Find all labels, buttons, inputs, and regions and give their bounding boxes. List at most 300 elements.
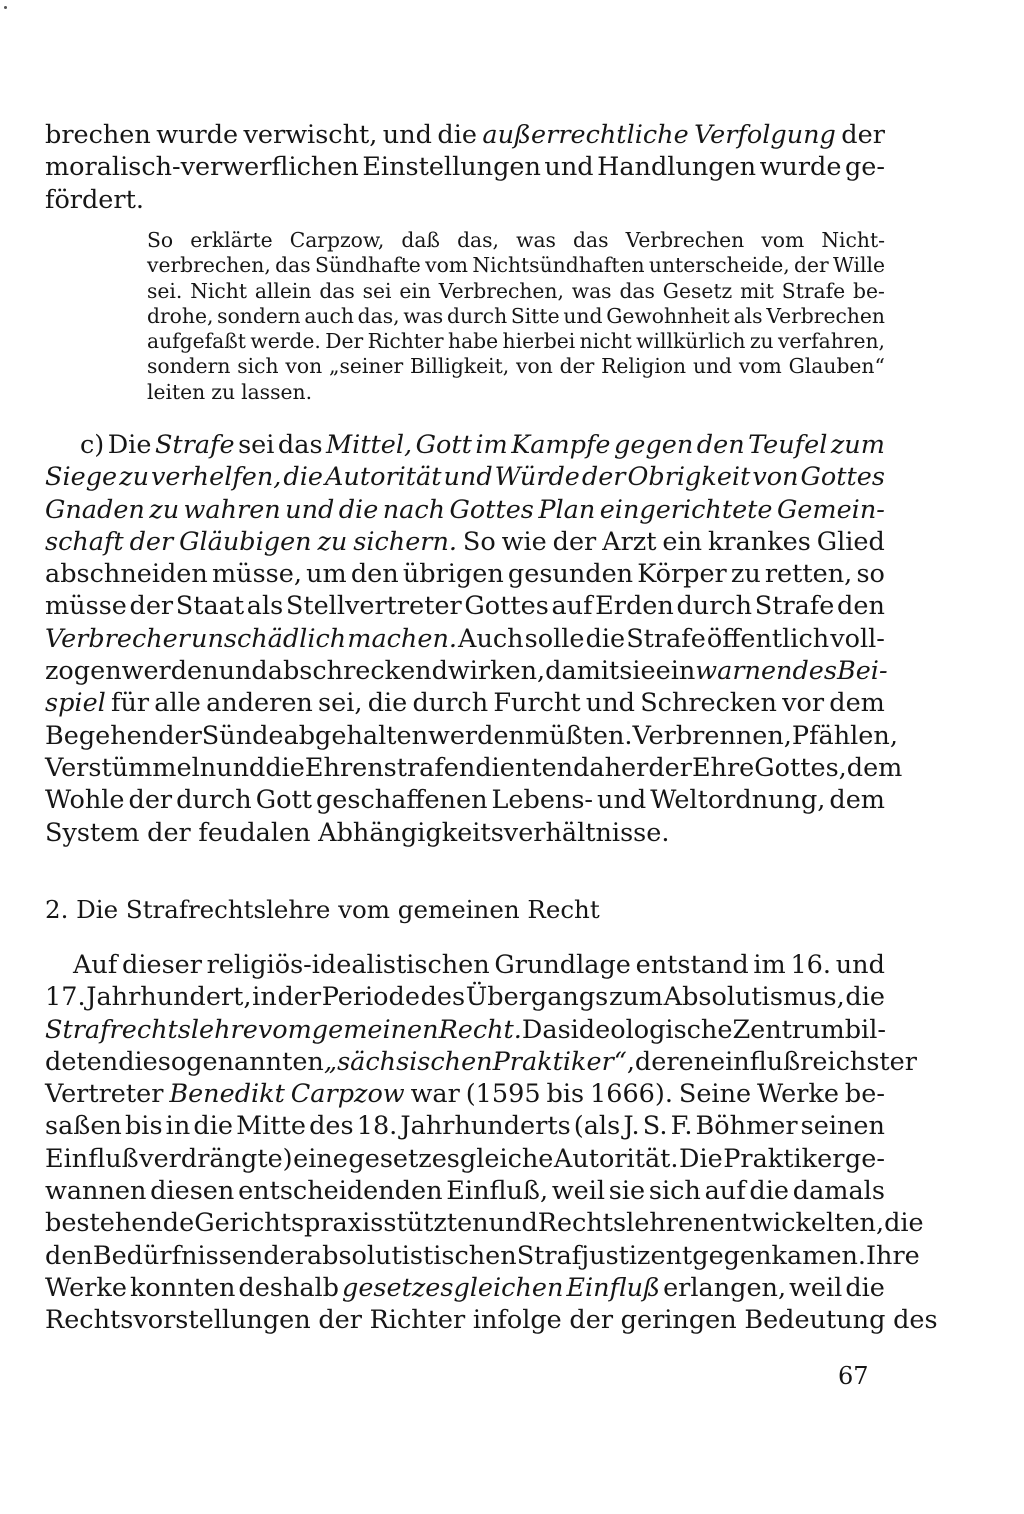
word: Richter: [367, 329, 444, 354]
word: Jahrhundert,: [86, 982, 252, 1013]
word: zu: [317, 526, 348, 557]
text-line: [45, 559, 885, 591]
text-line: [45, 430, 885, 462]
word: Sitte: [510, 303, 560, 328]
word: Gott: [255, 785, 312, 816]
word: Strafe: [781, 278, 846, 303]
word: Strafe: [154, 430, 235, 460]
word: daher: [573, 752, 649, 783]
word: zu: [119, 462, 149, 493]
word: hierbei: [502, 329, 576, 354]
word: öffentlich: [706, 623, 830, 654]
word: als: [733, 303, 763, 328]
word: Strafe: [626, 623, 706, 654]
text-line: [45, 152, 885, 184]
text-line: [45, 752, 903, 785]
word: die: [749, 1176, 789, 1207]
word: Seine: [678, 1079, 752, 1110]
word: der: [552, 526, 597, 557]
word: „seiner: [328, 354, 404, 379]
word: deshalb: [238, 1272, 339, 1303]
text-line: [45, 1111, 885, 1143]
word: gesetzesgleiche: [348, 1143, 554, 1174]
word: wurde: [156, 120, 239, 150]
word: Gottes: [464, 591, 549, 622]
word: des: [309, 1111, 354, 1142]
word: die: [367, 688, 408, 719]
word: „sächsischen: [323, 1046, 493, 1077]
word: Religion: [601, 354, 687, 379]
word: Verbrecher: [45, 623, 190, 654]
scan-speck: [4, 6, 7, 9]
word: warnendes: [695, 656, 837, 687]
word: werde.: [250, 329, 321, 354]
word: Staat: [175, 591, 245, 622]
text-line: [45, 1144, 885, 1176]
word: der: [559, 354, 595, 379]
word: des: [893, 1305, 938, 1336]
word: um: [306, 559, 347, 590]
word: Übergangs: [465, 982, 609, 1013]
text-line: [45, 1079, 885, 1111]
word: Stellvertreter: [285, 591, 462, 622]
word: der: [318, 1305, 362, 1336]
word: deten: [45, 1046, 119, 1077]
text-line: [45, 818, 885, 850]
word: Einfluß: [45, 1143, 139, 1174]
word: Rechtsvorstellungen: [45, 1305, 311, 1336]
word: Bedeutung: [744, 1305, 886, 1336]
word: infolge: [472, 1305, 562, 1336]
word: Gottes,: [754, 752, 847, 783]
word: Auf: [73, 950, 118, 980]
paragraph-continuation: [45, 120, 885, 217]
word: Gottes: [800, 462, 885, 493]
text-line: [45, 1208, 924, 1240]
word: Verfolgung: [694, 120, 836, 150]
word: Bedürfnissen: [92, 1240, 264, 1271]
word: und: [544, 152, 594, 183]
word: Ihre: [865, 1240, 920, 1271]
word: unterscheide,: [648, 253, 790, 278]
word: drohe,: [147, 303, 214, 328]
word: was: [516, 228, 556, 252]
word: entscheidenden: [238, 1176, 443, 1207]
word: (als: [573, 1111, 621, 1142]
word: sie: [608, 1176, 646, 1207]
word: vom: [425, 253, 469, 278]
word: wannen: [45, 1176, 147, 1207]
word: war: [410, 1079, 460, 1110]
word: Einfluß,: [446, 1176, 549, 1207]
word: Werke: [45, 1272, 127, 1303]
word: und: [218, 656, 268, 687]
word: durch: [676, 591, 753, 622]
word: durch: [446, 303, 508, 328]
word: und: [692, 354, 733, 379]
word: Gläubigen: [179, 526, 312, 557]
word: zogen: [45, 656, 122, 687]
word: Ehrenstrafen: [304, 752, 476, 783]
word: Nichtsündhaften: [472, 253, 645, 278]
word: Carpzow: [290, 1079, 405, 1110]
word: Sündhafte: [314, 253, 421, 278]
word: die: [845, 982, 885, 1013]
word: den: [837, 591, 885, 622]
word: dem: [829, 785, 885, 816]
word: in: [252, 982, 277, 1013]
word: der: [129, 591, 174, 622]
word: damals: [792, 1176, 885, 1207]
word: Absolutismus,: [663, 982, 845, 1013]
word: Autorität: [325, 462, 442, 493]
word: Periode: [321, 982, 420, 1013]
word: be-: [844, 1079, 885, 1110]
word: zu: [749, 329, 774, 354]
word: bestehende: [45, 1208, 195, 1239]
word: durch: [176, 785, 252, 816]
word: Gewohnheit: [606, 303, 730, 328]
word: geschaffenen: [315, 785, 488, 816]
word: dieser: [122, 950, 202, 980]
word: retten,: [764, 559, 853, 590]
text-line: [147, 279, 885, 304]
word: lassen.: [241, 379, 313, 404]
word: Mittel,: [326, 430, 413, 460]
word: ein: [655, 656, 696, 687]
word: die: [265, 752, 305, 783]
word: erlangen,: [663, 1272, 787, 1303]
word: Grundlage: [494, 950, 631, 980]
word: außerrechtliche: [482, 120, 689, 150]
word: und: [488, 1208, 538, 1239]
word: von: [285, 354, 323, 379]
word: deren: [634, 1046, 711, 1077]
word: allein: [254, 278, 312, 303]
word: be-: [852, 278, 885, 303]
word: So: [462, 526, 496, 557]
block-quote: [147, 228, 885, 405]
word: wahren: [183, 494, 281, 525]
word: S.: [642, 1111, 668, 1142]
word: Pfählen,: [791, 720, 898, 751]
word: Vertreter: [45, 1079, 164, 1110]
word: verhelfen,: [151, 462, 282, 493]
text-line: [45, 785, 885, 817]
word: die: [118, 1046, 158, 1077]
word: auf: [551, 591, 593, 622]
page-number: 67: [838, 1362, 869, 1390]
word: alle: [154, 688, 201, 719]
word: Weltordnung,: [650, 785, 826, 816]
word: Bei-: [836, 656, 888, 687]
word: des: [420, 982, 466, 1013]
word: Mitte: [236, 1111, 306, 1142]
word: habe: [448, 329, 499, 354]
word: verdrängte): [139, 1143, 293, 1174]
word: müßten.: [524, 720, 633, 751]
word: F.: [670, 1111, 693, 1142]
word: und: [563, 303, 603, 328]
word: sei: [362, 278, 392, 303]
text-line: [147, 380, 885, 405]
text-line: [45, 185, 885, 217]
word: spiel: [45, 688, 106, 719]
word: daß: [401, 228, 440, 252]
word: willkürlich: [636, 329, 746, 354]
word: Der: [325, 329, 364, 354]
word: Nicht-: [821, 228, 885, 252]
word: und: [443, 462, 493, 493]
word: gegen: [614, 430, 694, 460]
word: Kampfe: [511, 430, 611, 460]
word: Carpzow,: [289, 228, 385, 252]
word: müsse: [45, 591, 127, 622]
word: in: [165, 1111, 191, 1142]
word: leiten: [147, 379, 206, 404]
word: Verbrechen,: [438, 278, 564, 303]
word: ge-: [844, 1143, 885, 1174]
word: Schrecken: [640, 688, 777, 719]
word: Auch: [458, 623, 524, 654]
text-line: [45, 1305, 938, 1337]
word: Nicht: [190, 278, 247, 303]
word: moralisch-verwerflichen: [45, 152, 359, 183]
word: der: [129, 526, 174, 557]
word: das: [573, 228, 609, 252]
word: brechen: [45, 120, 151, 150]
word: Gesetz: [662, 278, 733, 303]
word: verbrechen,: [147, 253, 271, 278]
word: zu: [730, 559, 761, 590]
word: die: [585, 623, 626, 654]
word: der: [147, 817, 191, 848]
word: nach: [382, 494, 446, 525]
word: voll-: [830, 623, 885, 654]
word: Richter: [369, 1305, 466, 1336]
word: der: [841, 120, 885, 150]
word: den: [45, 1240, 93, 1271]
text-line: [45, 495, 885, 527]
word: schaft: [45, 526, 124, 557]
word: Glauben“: [788, 354, 885, 379]
word: Böhmer: [695, 1111, 798, 1142]
word: der: [569, 1305, 614, 1336]
word: Furcht: [493, 688, 581, 719]
text-line: [45, 1046, 917, 1079]
word: weil: [789, 1272, 843, 1303]
word: abschneiden: [45, 559, 208, 590]
word: entwickelten,: [709, 1208, 885, 1239]
word: vom: [257, 1014, 312, 1045]
word: gesetzesgleichen: [342, 1272, 564, 1303]
word: gesunden: [507, 559, 634, 590]
word: sich: [648, 1176, 701, 1207]
word: anderen: [206, 688, 313, 719]
word: bil-: [844, 1014, 886, 1045]
word: solle: [524, 623, 585, 654]
text-line: [45, 1176, 885, 1208]
word: und: [382, 120, 432, 150]
word: c): [80, 430, 105, 460]
word: feudalen: [198, 817, 311, 848]
word: machen.: [347, 623, 457, 654]
word: zu: [211, 379, 236, 404]
word: Gerichtspraxis: [194, 1208, 384, 1239]
word: entgegenkamen.: [650, 1240, 866, 1271]
word: Praktiker“,: [492, 1046, 635, 1077]
word: Verbrechen: [766, 303, 885, 328]
word: Verbrennen,: [632, 720, 792, 751]
word: der: [128, 785, 173, 816]
word: Jahrhunderts: [400, 1111, 571, 1142]
word: nicht: [579, 329, 632, 354]
word: Begehen: [45, 720, 159, 751]
word: als: [246, 591, 284, 622]
text-line: [45, 1015, 885, 1047]
text-line: [45, 1240, 920, 1273]
word: Das: [521, 1014, 571, 1045]
word: bis: [124, 1111, 163, 1142]
word: das: [275, 253, 311, 278]
word: (1595: [465, 1079, 541, 1110]
text-line: [45, 982, 885, 1014]
text-line: [45, 1273, 885, 1305]
word: übrigen: [402, 559, 504, 590]
word: damit: [545, 656, 620, 687]
word: Wille: [833, 253, 885, 278]
word: die: [283, 462, 323, 493]
word: absolutistischen: [306, 1240, 517, 1271]
word: der: [277, 982, 322, 1013]
word: 16.: [790, 950, 832, 980]
word: entstand: [635, 950, 749, 980]
word: was: [571, 278, 612, 303]
word: der: [263, 1240, 307, 1271]
word: so: [856, 559, 885, 590]
word: Obrigkeit: [627, 462, 751, 493]
word: wie: [501, 526, 547, 557]
word: Lebens-: [491, 785, 594, 816]
word: Strafe: [754, 591, 835, 622]
word: System: [45, 817, 140, 848]
word: Recht.: [438, 1014, 522, 1045]
word: was: [403, 303, 444, 328]
word: konnten: [129, 1272, 236, 1303]
word: zum: [608, 982, 663, 1013]
word: zum: [830, 430, 885, 460]
word: Erden: [595, 591, 674, 622]
word: durch: [412, 688, 489, 719]
word: Strafjustiz: [516, 1240, 651, 1271]
word: Körper: [637, 559, 727, 590]
word: sichern.: [353, 526, 458, 557]
word: verfahren,: [777, 329, 885, 354]
word: religiös-idealistischen: [206, 950, 490, 980]
word: 1666).: [590, 1079, 673, 1110]
word: 18.: [356, 1111, 398, 1142]
word: die: [884, 1208, 924, 1239]
word: seinen: [800, 1111, 885, 1142]
word: Abhängigkeitsverhältnisse.: [318, 817, 670, 848]
word: Einstellungen: [362, 152, 541, 183]
word: der: [581, 462, 626, 493]
word: auf: [704, 1176, 746, 1207]
word: abschreckend: [267, 656, 448, 687]
text-line: [45, 591, 885, 623]
word: ein: [399, 278, 431, 303]
word: dem: [829, 688, 885, 719]
word: von: [752, 462, 799, 493]
word: vom: [738, 354, 782, 379]
word: sei: [238, 430, 275, 460]
word: die: [193, 1111, 233, 1142]
word: der: [794, 253, 829, 278]
word: und: [585, 688, 635, 719]
word: verwischt,: [243, 120, 378, 150]
word: müsse,: [211, 559, 302, 590]
word: dienten: [475, 752, 574, 783]
word: vom: [761, 228, 805, 252]
word: für: [111, 688, 150, 719]
word: krankes: [707, 526, 811, 557]
text-line: [45, 688, 885, 720]
word: sondern: [147, 354, 231, 379]
text-line: [45, 624, 885, 656]
word: wurde: [759, 152, 842, 183]
word: im: [753, 950, 786, 980]
word: Gnaden: [45, 494, 145, 525]
word: das,: [457, 228, 499, 252]
word: die: [845, 1272, 885, 1303]
word: werden: [428, 720, 525, 751]
word: sei,: [318, 688, 363, 719]
word: J.: [623, 1111, 640, 1142]
text-line: [147, 304, 885, 329]
word: eingerichtete: [599, 494, 773, 525]
word: Die: [679, 1143, 723, 1174]
word: der: [648, 752, 692, 783]
word: das,: [357, 303, 400, 328]
word: die: [338, 494, 379, 525]
word: und: [285, 494, 335, 525]
text-line: [147, 253, 885, 278]
word: aufgefaßt: [147, 329, 246, 354]
word: vor: [782, 688, 825, 719]
text-line: [45, 950, 885, 982]
word: dem: [846, 752, 903, 783]
word: Glied: [816, 526, 885, 557]
word: zu: [149, 494, 180, 525]
word: einflußreichster: [710, 1046, 917, 1077]
word: Werke: [757, 1079, 839, 1110]
word: ein: [662, 526, 703, 557]
word: ideologische: [570, 1014, 733, 1045]
word: und: [835, 950, 885, 980]
word: wirken,: [447, 656, 546, 687]
word: So: [147, 228, 174, 252]
word: werden: [121, 656, 219, 687]
word: der: [158, 720, 202, 751]
word: abgehalten: [283, 720, 429, 751]
word: sei.: [147, 278, 183, 303]
word: Ehre: [691, 752, 755, 783]
word: den: [696, 430, 745, 460]
word: und: [597, 785, 647, 816]
word: erklärte: [190, 228, 273, 252]
word: stützten: [383, 1208, 489, 1239]
word: das: [319, 278, 355, 303]
